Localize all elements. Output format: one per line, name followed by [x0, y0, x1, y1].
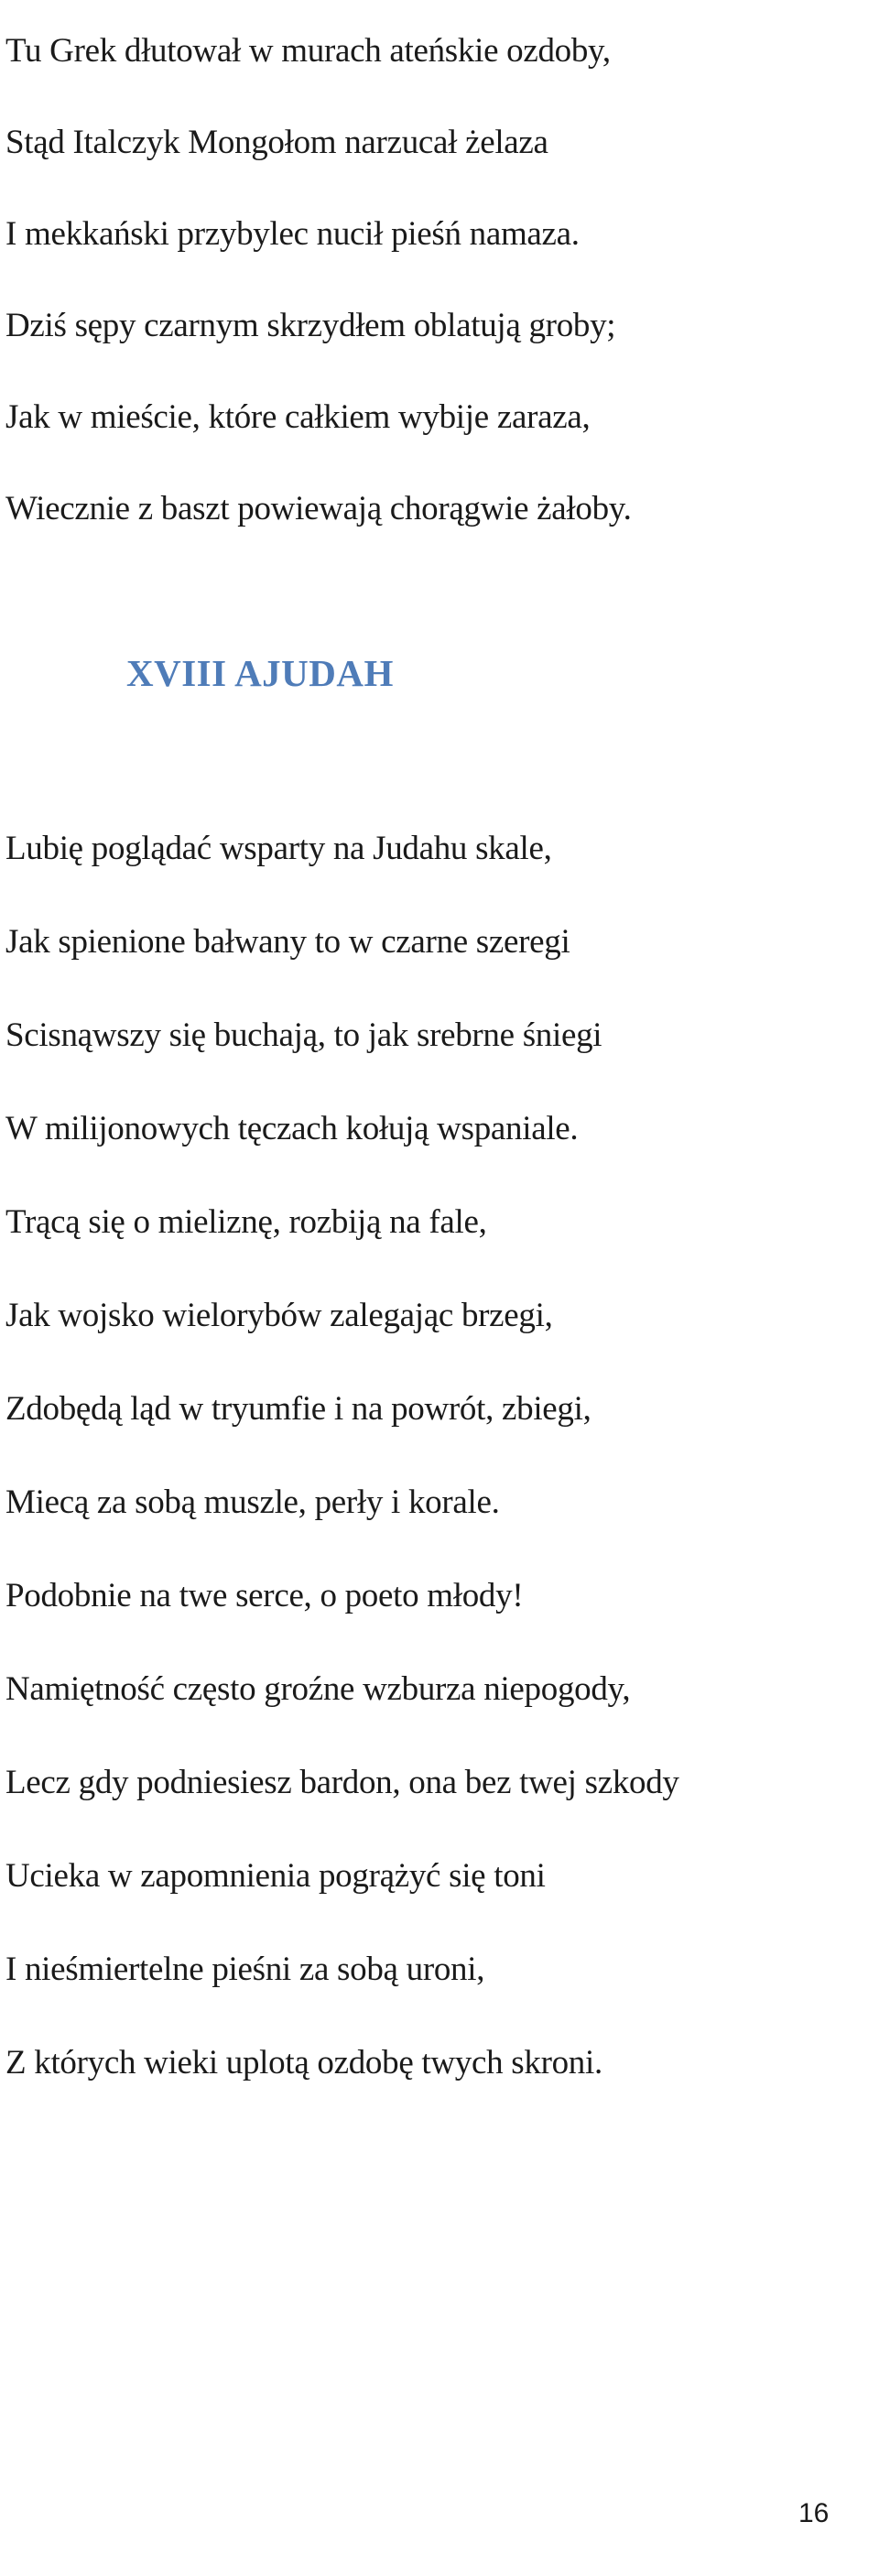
stanza-1: [5, 5, 632, 555]
verse-line: Jak w mieście, które całkiem wybije zaraza,: [5, 398, 591, 436]
verse-line: I mekkański przybylec nucił pieśń namaza.: [5, 215, 580, 253]
verse-line: Podobnie na twe serce, o poeto młody!: [5, 1577, 524, 1614]
verse-line: Namiętność często groźne wzburza niepogody,: [5, 1670, 631, 1708]
verse-line: Zdobędą ląd w tryumfie i na powrót, zbiegi,: [5, 1390, 591, 1428]
stanza-2: [5, 802, 679, 2110]
verse-line: Dziś sępy czarnym skrzydłem oblatują groby;: [5, 307, 616, 344]
verse-line: W milijonowych tęczach kołują wspaniale.: [5, 1110, 579, 1147]
verse-line: Scisnąwszy się buchają, to jak srebrne śniegi: [5, 1016, 602, 1054]
verse-line: Ucieka w zapomnienia pogrążyć się toni: [5, 1857, 546, 1895]
verse-line: Lubię poglądać wsparty na Judahu skale,: [5, 830, 552, 867]
verse-line: Miecą za sobą muszle, perły i korale.: [5, 1484, 500, 1521]
section-title: XVIII AJUDAH: [126, 652, 394, 694]
verse-line: Trącą się o mieliznę, rozbiją na fale,: [5, 1203, 487, 1241]
verse-line: Wiecznie z baszt powiewają chorągwie żałoby.: [5, 490, 632, 527]
verse-line: Tu Grek dłutował w murach ateńskie ozdoby,: [5, 32, 611, 70]
verse-line: Jak wojsko wielorybów zalegając brzegi,: [5, 1297, 553, 1334]
verse-line: Jak spienione bałwany to w czarne szeregi: [5, 923, 570, 961]
verse-line: Lecz gdy podniesiesz bardon, ona bez twej szkody: [5, 1764, 679, 1801]
verse-line: Stąd Italczyk Mongołom narzucał żelaza: [5, 124, 548, 161]
verse-line: I nieśmiertelne pieśni za sobą uroni,: [5, 1951, 485, 1988]
page-number: 16: [798, 2498, 830, 2528]
verse-line: Z których wieki uplotą ozdobę twych skroni.: [5, 2044, 602, 2081]
